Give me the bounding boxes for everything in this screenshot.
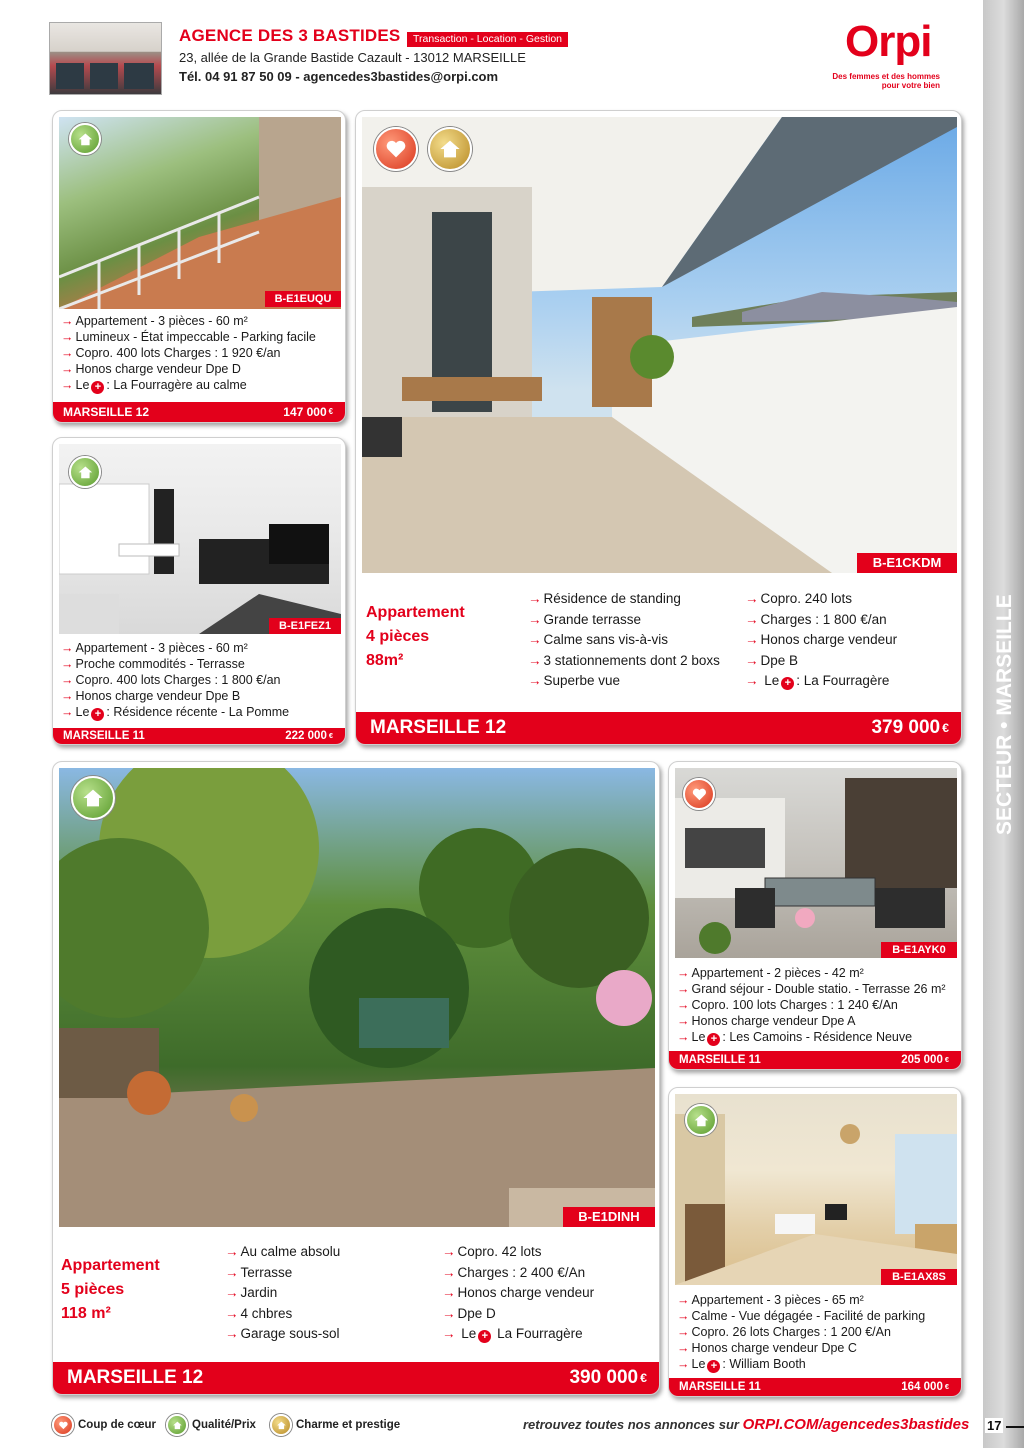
plus-icon: +: [91, 381, 104, 394]
agency-storefront-photo: [49, 22, 162, 95]
agency-services-tag: Transaction - Location - Gestion: [407, 32, 568, 47]
description-line: → Le + : Les Camoins - Résidence Neuve: [677, 1030, 913, 1045]
qualite-prix-icon: [166, 1414, 188, 1436]
detail-line: → Le + : La Fourragère: [745, 673, 890, 689]
listing-card[interactable]: [52, 110, 346, 423]
listing-card[interactable]: [668, 1087, 962, 1397]
listing-footer: [53, 728, 345, 744]
listing-photo: [59, 768, 655, 1227]
listing-description: [61, 640, 289, 721]
orpi-logo: Orpi: [845, 17, 932, 66]
listing-price: 390 000 €: [569, 1367, 647, 1388]
feature-line: → Au calme absolu: [225, 1244, 341, 1259]
legend-coup-de-coeur: Coup de cœur: [52, 1414, 156, 1436]
agency-contact: Tél. 04 91 87 50 09 - agencedes3bastides@orpi.com: [179, 69, 499, 84]
description-line: → Appartement - 3 pièces - 65 m²: [677, 1293, 864, 1307]
description-line: → Copro. 400 lots Charges : 1 920 €/an: [61, 346, 281, 360]
legend-charme: Charme et prestige: [270, 1414, 400, 1436]
listing-footer: [53, 1362, 659, 1394]
listing-ref: B-E1AX8S: [881, 1269, 957, 1285]
orpi-slogan: Des femmes et des hommes pour votre bien: [832, 72, 940, 90]
coup-de-coeur-icon: [52, 1414, 74, 1436]
website-link[interactable]: ORPI.COM/agencedes3bastides: [742, 1416, 970, 1433]
coup-de-coeur-icon: [683, 778, 715, 810]
listing-photo: [675, 1094, 957, 1285]
legend-qualite-prix: Qualité/Prix: [166, 1414, 256, 1436]
listing-price: 147 000 €: [283, 405, 333, 419]
feature-line: → Terrasse: [225, 1264, 293, 1280]
plus-icon: +: [707, 1360, 720, 1373]
feature-line: → Calme sans vis-à-vis: [528, 632, 669, 647]
description-line: → Calme - Vue dégagée - Facilité de parking: [677, 1309, 926, 1323]
listing-footer: [669, 1051, 961, 1069]
page-number: 17: [987, 1418, 1002, 1433]
listing-price: 205 000 €: [901, 1054, 949, 1066]
listing-city: MARSEILLE 11: [679, 1054, 761, 1066]
sector-label: [985, 795, 1024, 835]
description-line: → Copro. 100 lots Charges : 1 240 €/An: [677, 998, 898, 1012]
description-line: → Le + : Résidence récente - La Pomme: [61, 705, 290, 720]
description-line: → Le + : William Booth: [677, 1357, 806, 1372]
detail-line: → Dpe D: [442, 1305, 496, 1321]
listing-footer: [356, 712, 961, 744]
detail-line: → Charges : 2 400 €/An: [442, 1264, 586, 1280]
listing-card[interactable]: [52, 761, 660, 1395]
plus-icon: +: [91, 708, 104, 721]
plus-icon: +: [478, 1330, 491, 1343]
listing-photo: [675, 768, 957, 958]
listing-ref: B-E1FEZ1: [269, 618, 341, 634]
footer-text: retrouvez toutes nos annonces sur ORPI.COM/agencedes3bastides: [523, 1416, 970, 1433]
description-line: → Honos charge vendeur Dpe C: [677, 1341, 857, 1355]
page-number-rule: [1006, 1426, 1024, 1428]
agency-name: AGENCE DES 3 BASTIDES: [179, 26, 401, 45]
listing-footer: [53, 402, 345, 422]
listing-price: 379 000 €: [871, 717, 949, 738]
detail-line: → Dpe B: [745, 652, 799, 668]
listing-ref: B-E1CKDM: [857, 553, 957, 573]
description-line: → Appartement - 3 pièces - 60 m²: [61, 641, 248, 655]
listing-price: 164 000 €: [901, 1381, 949, 1393]
detail-line: → Charges : 1 800 €/an: [745, 611, 887, 627]
listing-price: 222 000 €: [285, 730, 333, 742]
qualite-prix-icon: [69, 123, 101, 155]
description-line: → Grand séjour - Double statio. - Terrasse 26 m²: [677, 982, 946, 996]
qualite-prix-icon: [685, 1104, 717, 1136]
description-line: → Proche commodités - Terrasse: [61, 657, 245, 671]
listing-card[interactable]: [52, 437, 346, 745]
listing-city: MARSEILLE 12: [67, 1367, 204, 1388]
listing-photo: [59, 117, 341, 309]
charme-et-prestige-icon: [428, 127, 472, 171]
listing-details: [442, 1242, 594, 1345]
description-line: → Honos charge vendeur Dpe A: [677, 1014, 856, 1028]
listing-footer: [669, 1378, 961, 1396]
listing-photo: [362, 117, 957, 573]
listing-card[interactable]: [668, 761, 962, 1070]
listing-photo: [59, 444, 341, 634]
coup-de-coeur-icon: [374, 127, 418, 171]
description-line: → Lumineux - État impeccable - Parking facile: [61, 330, 316, 344]
description-line: → Appartement - 3 pièces - 60 m²: [61, 314, 248, 328]
listing-description: [677, 1292, 925, 1373]
listing-type: Appartement 4 pièces 88m²: [366, 604, 465, 669]
listing-ref: B-E1DINH: [563, 1207, 655, 1227]
feature-line: → Garage sous-sol: [225, 1326, 340, 1341]
listing-description: [61, 313, 316, 394]
description-line: → Honos charge vendeur Dpe B: [61, 689, 241, 703]
description-line: → Le + : La Fourragère au calme: [61, 378, 247, 393]
listing-features: [225, 1242, 340, 1345]
listing-city: MARSEILLE 12: [63, 405, 150, 419]
listing-card[interactable]: [355, 110, 962, 745]
detail-line: → Copro. 42 lots: [442, 1244, 542, 1259]
feature-line: → Grande terrasse: [528, 611, 642, 627]
description-line: → Honos charge vendeur Dpe D: [61, 362, 241, 376]
feature-line: → 4 chbres: [225, 1305, 293, 1321]
agency-address: 23, allée de la Grande Bastide Cazault - 13012 MARSEILLE: [179, 50, 526, 65]
listing-description: [677, 965, 946, 1046]
detail-line: → Le + La Fourragère: [442, 1326, 583, 1342]
detail-line: → Honos charge vendeur: [745, 632, 898, 647]
description-line: → Appartement - 2 pièces - 42 m²: [677, 966, 864, 980]
plus-icon: +: [781, 677, 794, 690]
listing-city: MARSEILLE 11: [63, 730, 145, 742]
feature-line: → Résidence de standing: [528, 591, 681, 606]
listing-features: [528, 589, 720, 692]
qualite-prix-icon: [69, 456, 101, 488]
feature-line: → 3 stationnements dont 2 boxs: [528, 652, 720, 668]
listing-details: [745, 589, 897, 692]
listing-city: MARSEILLE 11: [679, 1381, 761, 1393]
detail-line: → Honos charge vendeur: [442, 1285, 595, 1300]
listing-ref: B-E1AYK0: [881, 942, 957, 958]
feature-line: → Jardin: [225, 1285, 278, 1300]
listing-ref: B-E1EUQU: [265, 291, 341, 307]
description-line: → Copro. 26 lots Charges : 1 200 €/An: [677, 1325, 891, 1339]
feature-line: → Superbe vue: [528, 673, 621, 688]
listing-city: MARSEILLE 12: [370, 717, 507, 738]
description-line: → Copro. 400 lots Charges : 1 800 €/an: [61, 673, 281, 687]
detail-line: → Copro. 240 lots: [745, 591, 853, 606]
qualite-prix-icon: [71, 776, 115, 820]
listing-type: Appartement 5 pièces 118 m²: [61, 1257, 160, 1322]
plus-icon: +: [707, 1033, 720, 1046]
charme-et-prestige-icon: [270, 1414, 292, 1436]
